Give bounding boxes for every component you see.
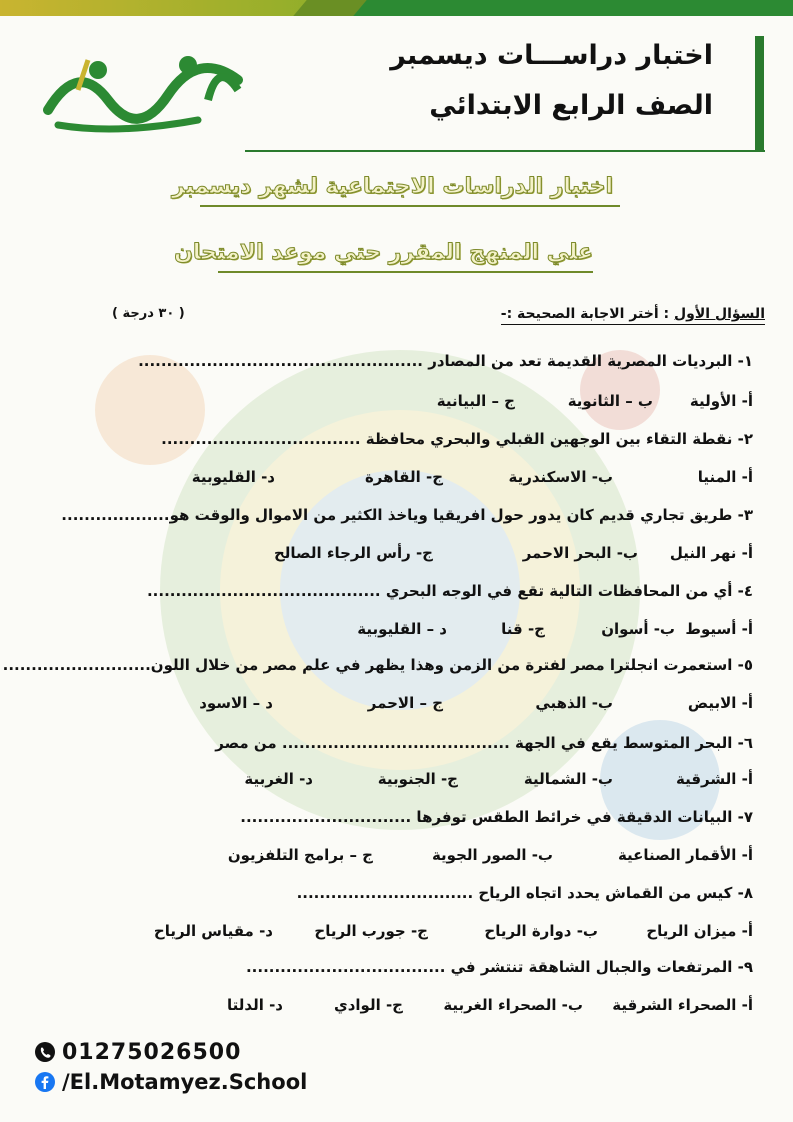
option: ج- الجنوبية <box>377 770 458 788</box>
exam-banner-underline <box>200 205 620 207</box>
section-label: السؤال الأول <box>674 306 765 322</box>
question-7-options <box>23 846 753 868</box>
option: أ- الصحراء الشرقية <box>612 996 753 1014</box>
question-2: ٢- نقطة التقاء بين الوجهين القبلي والبحري محافظة ................................... <box>161 430 753 448</box>
question-7: ٧- البيانات الدقيقة في خرائط الطقس توفرها .............................. <box>240 808 753 826</box>
exam-banner: اختبار الدراسات الاجتماعية لشهر ديسمبر <box>172 174 613 199</box>
option: ب- الصحراء الغربية <box>443 996 583 1014</box>
option: ب- البحر الاحمر <box>522 544 638 562</box>
option: ج- قنا <box>501 620 545 638</box>
option: ج – البيانية <box>436 392 515 410</box>
option: أ- أسيوط <box>685 620 753 638</box>
option: ب- أسوان <box>601 620 675 638</box>
option: د- الغربية <box>244 770 313 788</box>
whatsapp-icon <box>34 1041 56 1063</box>
option: ج- رأس الرجاء الصالح <box>273 544 433 562</box>
option: ب- الذهبي <box>535 694 613 712</box>
question-4-options <box>23 620 753 642</box>
top-gold-bar <box>0 0 330 16</box>
grade-title: الصف الرابع الابتدائي <box>429 90 713 121</box>
option: د- مقياس الرياح <box>153 922 273 940</box>
option: ب- الشمالية <box>523 770 613 788</box>
option: أ- المنيا <box>697 468 753 486</box>
header-vertical-bar <box>755 36 764 151</box>
option: ج – برامج التلفزيون <box>227 846 373 864</box>
option: أ- الابيض <box>687 694 753 712</box>
option: أ- الأولية <box>689 392 753 410</box>
option: ب- الاسكندرية <box>508 468 613 486</box>
scope-banner-underline <box>218 271 593 273</box>
question-3: ٣- طريق تجاري قديم كان يدور حول افريقيا وياخذ الكثير من الاموال والوقت هو................... <box>61 506 753 524</box>
option: أ- الأقمار الصناعية <box>617 846 753 864</box>
option: ج- الوادي <box>333 996 403 1014</box>
option: أ- ميزان الرياح <box>646 922 753 940</box>
question-1: ١- البرديات المصرية القديمة تعد من المصادر .................................................. <box>138 352 753 370</box>
question-9: ٩- المرتفعات والجبال الشاهقة تنتشر في ................................... <box>245 958 753 976</box>
section-heading <box>501 306 765 325</box>
question-8-options <box>23 922 753 944</box>
exam-title: اختبار دراســـات ديسمبر <box>390 40 713 71</box>
brand-logo <box>38 40 260 140</box>
option: ب- دوارة الرياح <box>484 922 598 940</box>
section-score: ( ٣٠ درجة ) <box>112 306 185 321</box>
facebook-icon <box>34 1071 56 1093</box>
option: أ- نهر النيل <box>669 544 753 562</box>
option: أ- الشرقية <box>676 770 753 788</box>
facebook-handle: /El.Motamyez.School <box>62 1070 308 1094</box>
option: د – القليوبية <box>357 620 447 638</box>
option: ب – الثانوية <box>567 392 653 410</box>
question-6: ٦- البحر المتوسط يقع في الجهة ........................................ من مصر <box>215 734 753 752</box>
option: د- القليوبية <box>191 468 275 486</box>
option: د- الدلتا <box>227 996 283 1014</box>
question-6-options <box>23 770 753 792</box>
question-5: ٥- استعمرت انجلترا مصر لفترة من الزمن وهذا يظهر في علم مصر من خلال اللون.......................... <box>2 656 753 674</box>
option: د – الاسود <box>199 694 273 712</box>
question-5-options <box>23 694 753 716</box>
question-4: ٤- أي من المحافظات التالية تقع في الوجه البحري ......................................... <box>146 582 753 600</box>
question-2-options <box>23 468 753 490</box>
question-1-options <box>23 392 753 414</box>
option: ب- الصور الجوية <box>431 846 553 864</box>
section-instruction: : أختر الاجابة الصحيحة :- <box>500 306 675 322</box>
scope-banner: علي المنهج المقرر حتي موعد الامتحان <box>174 240 593 265</box>
question-3-options <box>23 544 753 566</box>
option: ج- جورب الرياح <box>314 922 428 940</box>
phone-contact <box>34 1040 241 1065</box>
facebook-contact <box>34 1070 307 1094</box>
phone-number: 01275026500 <box>62 1040 242 1065</box>
option: ج- القاهرة <box>364 468 443 486</box>
question-8: ٨- كيس من القماش يحدد اتجاه الرياح ............................... <box>296 884 753 902</box>
question-9-options <box>23 996 753 1018</box>
option: ج – الاحمر <box>367 694 443 712</box>
header-underline <box>245 150 765 152</box>
